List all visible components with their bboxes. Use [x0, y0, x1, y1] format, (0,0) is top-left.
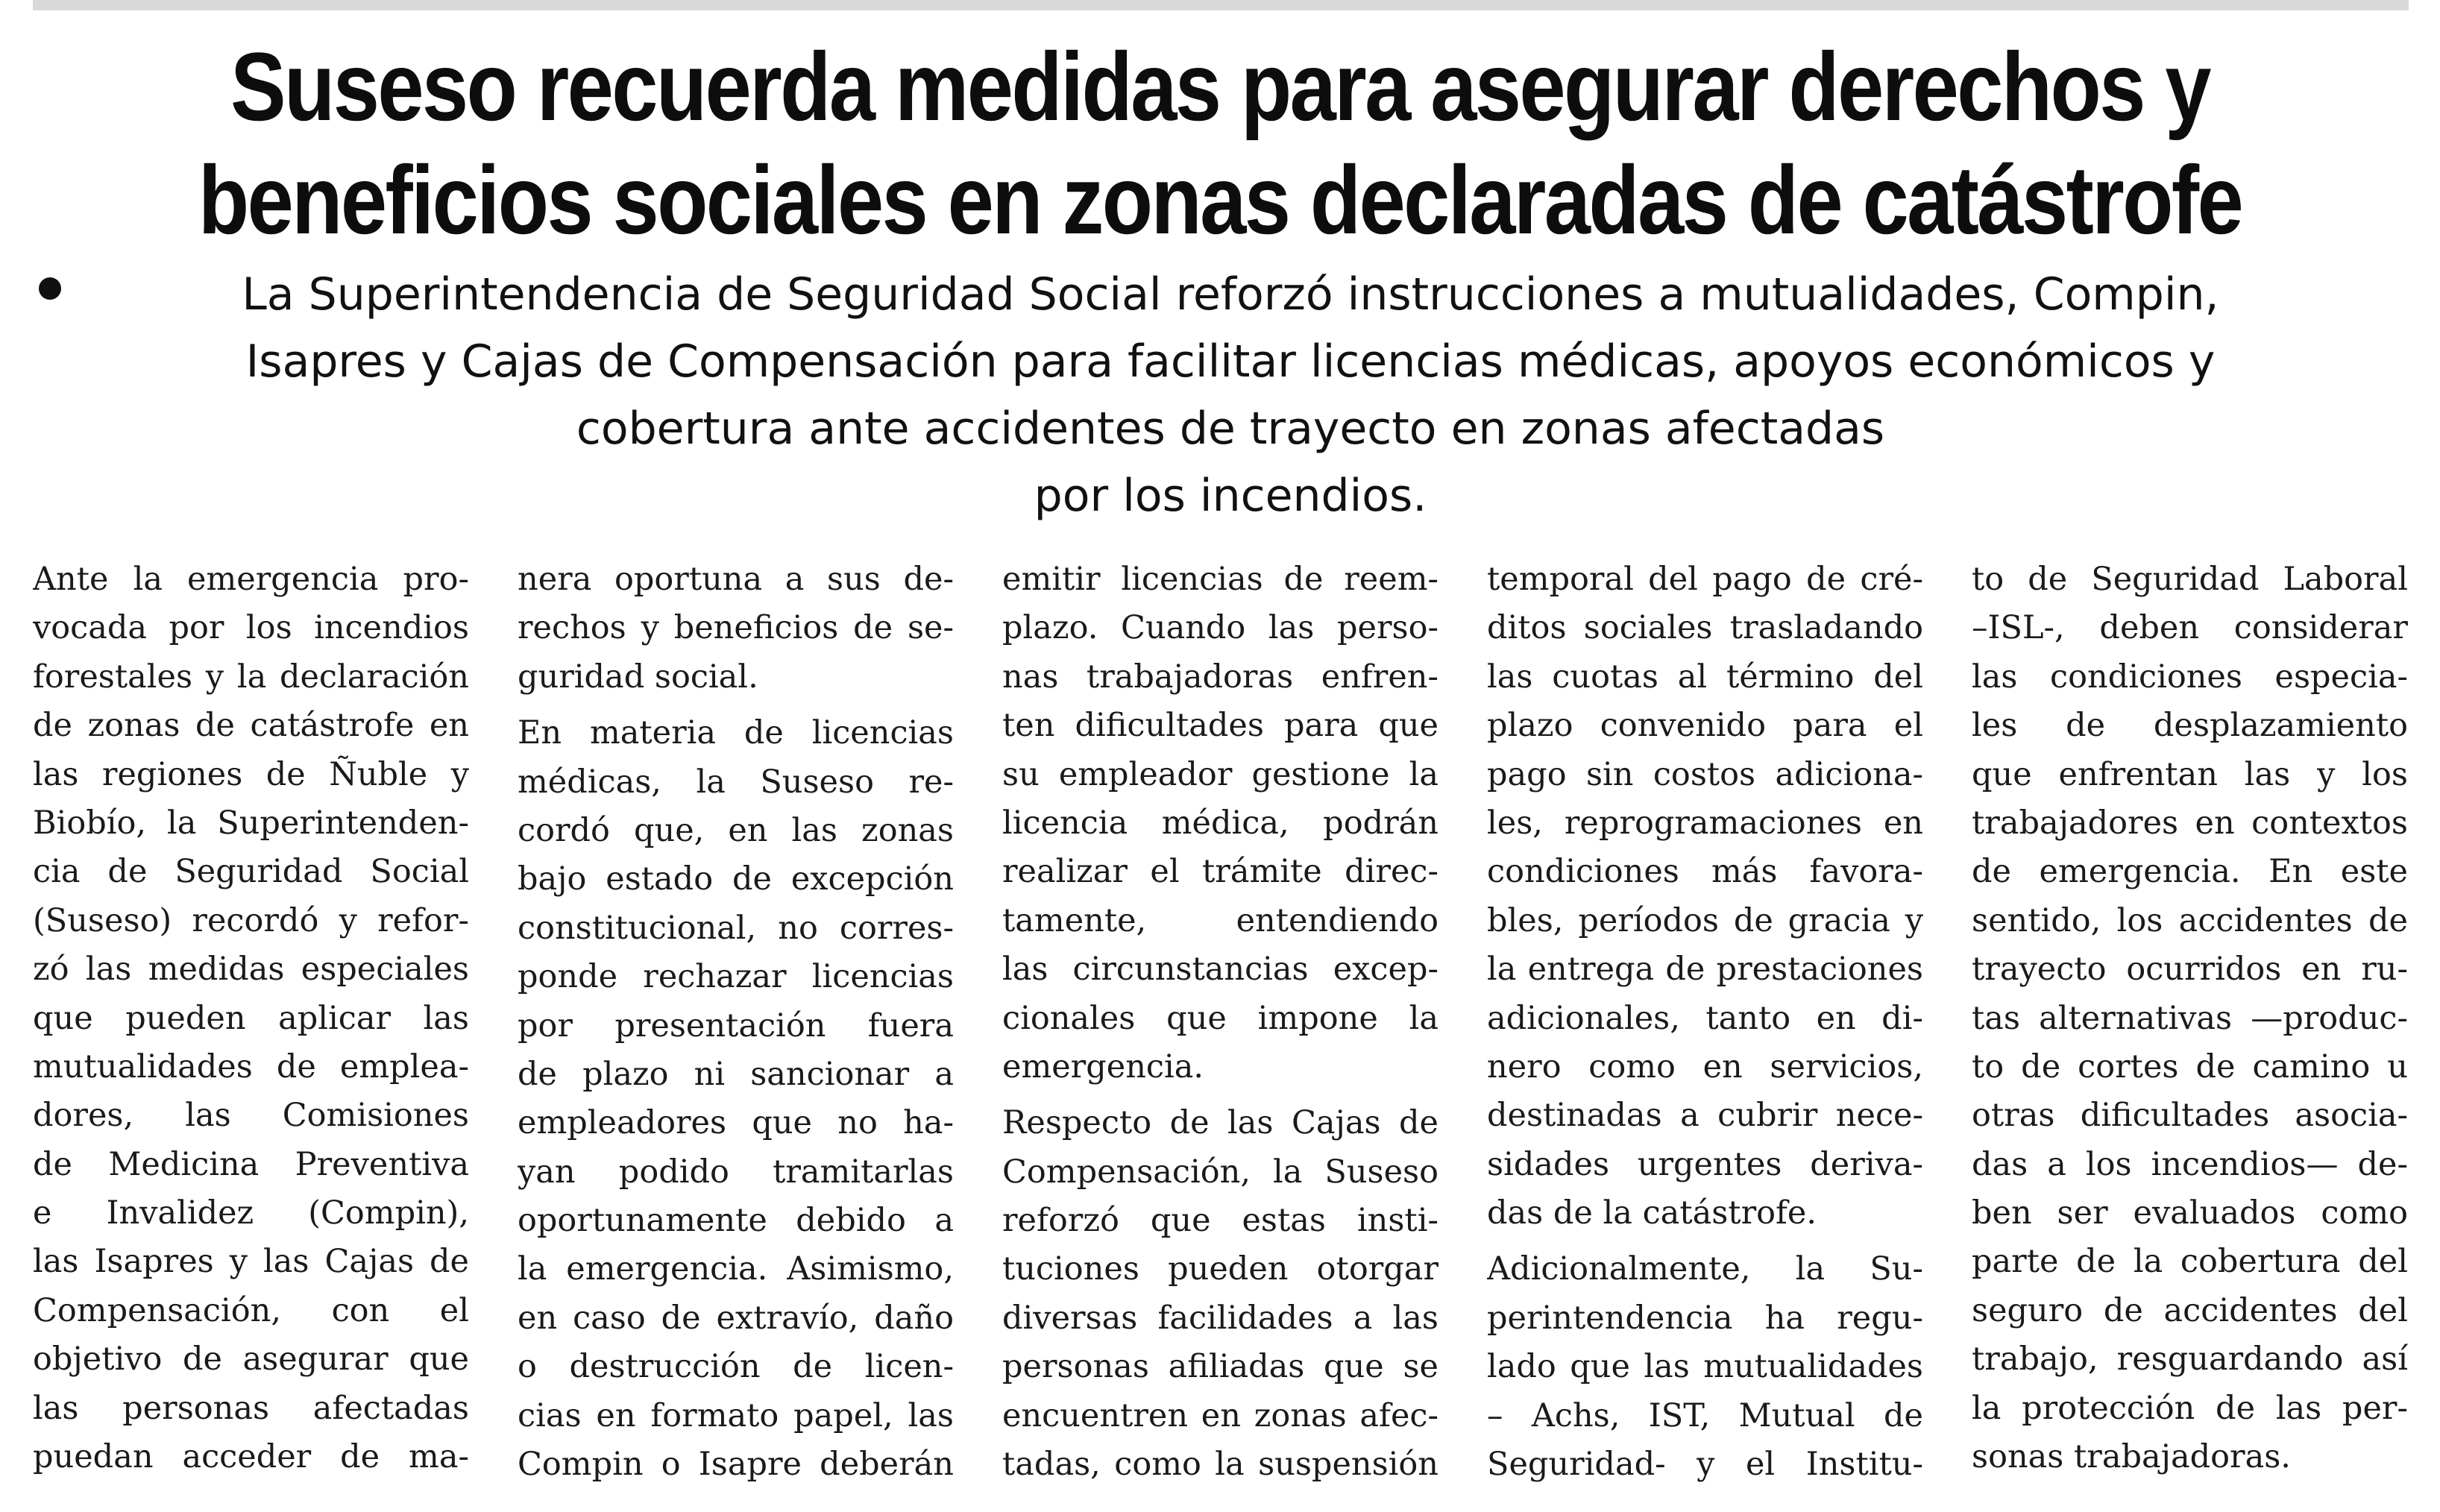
text-line: e Invalidez (Compin), — [33, 1194, 469, 1232]
text-line: las cuotas al término del — [1487, 658, 1923, 696]
text-line: trabajo, resguardando así — [1972, 1341, 2408, 1379]
text-line: empleadores que no ha- — [518, 1104, 954, 1142]
text-line: condiciones más favora- — [1487, 853, 1923, 891]
text-line: trayecto ocurridos en ru- — [1972, 951, 2408, 989]
text-line: objetivo de asegurar que — [33, 1341, 469, 1379]
paragraph-gap — [518, 702, 954, 709]
text-line: constitucional, no corres- — [518, 909, 954, 947]
column-4 — [1487, 555, 1923, 1489]
text-line: emitir licencias de reem- — [1002, 561, 1438, 598]
bullet-icon — [39, 277, 61, 300]
text-line: la emergencia. Asimismo, — [518, 1250, 954, 1288]
text-line: Compensación, la Suseso — [1002, 1153, 1438, 1191]
text-line: destinadas a cubrir nece- — [1487, 1097, 1923, 1135]
subhead-line: Isapres y Cajas de Compensación para facilitar licencias médicas, apoyos económicos y — [245, 336, 2216, 388]
text-line: diversas facilidades a las — [1002, 1299, 1438, 1337]
subhead-line: cobertura ante accidentes de trayecto en zonas afectadas — [576, 403, 1885, 455]
text-line: vocada por los incendios — [33, 609, 469, 647]
paragraph-gap — [1002, 1092, 1438, 1099]
text-line: (Suseso) recordó y refor- — [33, 901, 469, 939]
text-line: sidades urgentes deriva- — [1487, 1145, 1923, 1183]
text-line: to de cortes de camino u — [1972, 1048, 2408, 1086]
text-line: perintendencia ha regu- — [1487, 1299, 1923, 1337]
text-line: puedan acceder de ma- — [33, 1438, 469, 1476]
text-line: – Achs, IST, Mutual de — [1487, 1396, 1923, 1434]
text-line: forestales y la declaración — [33, 658, 469, 696]
text-line: Ante la emergencia pro- — [33, 561, 469, 598]
text-line: rechos y beneficios de se- — [518, 609, 954, 647]
text-line: las regiones de Ñuble y — [33, 755, 469, 793]
text-line: nas trabajadoras enfren- — [1002, 658, 1438, 696]
text-line: de plazo ni sancionar a — [518, 1055, 954, 1093]
text-line: bajo estado de excepción — [518, 860, 954, 898]
text-line: Biobío, la Superintenden- — [33, 804, 469, 842]
text-line: cias en formato papel, las — [518, 1396, 954, 1434]
text-line: tas alternativas —produc- — [1972, 999, 2408, 1037]
text-line: adicionales, tanto en di- — [1487, 999, 1923, 1037]
headline-line: Suseso recuerda medidas para asegurar derechos y — [230, 32, 2210, 141]
text-line: las circunstancias excep- — [1002, 951, 1438, 989]
text-line: que enfrentan las y los — [1972, 755, 2408, 793]
text-line: trabajadores en contextos — [1972, 804, 2408, 842]
article-body — [33, 555, 2409, 1502]
text-line: En materia de licencias — [518, 714, 954, 752]
text-line: su empleador gestione la — [1002, 755, 1438, 793]
text-line: de Medicina Preventiva — [33, 1145, 469, 1183]
text-line: das de la catástrofe. — [1487, 1194, 1817, 1232]
subhead-line: por los incendios. — [1034, 470, 1427, 522]
paragraph-gap — [1487, 1238, 1923, 1245]
headline-line: beneficios sociales en zonas declaradas de catástrofe — [198, 145, 2242, 254]
column-1 — [33, 555, 469, 1481]
text-line: o destrucción de licen- — [518, 1348, 954, 1386]
text-line: realizar el trámite direc- — [1002, 853, 1438, 891]
text-line: emergencia. — [1002, 1048, 1204, 1086]
text-line: de emergencia. En este — [1972, 853, 2408, 891]
text-line: guridad social. — [518, 658, 758, 696]
text-line: personas afiliadas que se — [1002, 1348, 1438, 1386]
text-line: sentido, los accidentes de — [1972, 901, 2408, 939]
top-rule — [33, 0, 2409, 10]
text-line: cordó que, en las zonas — [518, 811, 954, 849]
text-line: sonas trabajadoras. — [1972, 1438, 2291, 1476]
text-line: das a los incendios— de- — [1972, 1145, 2408, 1183]
text-line: Compensación, con el — [33, 1291, 469, 1329]
text-line: licencia médica, podrán — [1002, 804, 1438, 842]
paragraph — [1487, 1245, 1923, 1489]
paragraph — [1487, 555, 1923, 1238]
text-line: las condiciones especia- — [1972, 658, 2408, 696]
text-line: plazo convenido para el — [1487, 707, 1923, 745]
text-line: la entrega de prestaciones — [1487, 951, 1923, 989]
subhead — [149, 261, 2312, 529]
text-line: pago sin costos adiciona- — [1487, 755, 1923, 793]
text-line: les, reprogramaciones en — [1487, 804, 1923, 842]
text-line: dores, las Comisiones — [33, 1097, 469, 1135]
paragraph — [1002, 1099, 1438, 1489]
paragraph — [1972, 555, 2408, 1481]
text-line: seguro de accidentes del — [1972, 1291, 2408, 1329]
text-line: mutualidades de emplea- — [33, 1048, 469, 1086]
text-line: bles, períodos de gracia y — [1487, 901, 1923, 939]
paragraph — [518, 555, 954, 702]
paragraph — [33, 555, 469, 1481]
subhead-line: La Superintendencia de Seguridad Social reforzó instrucciones a mutualidades, Compin, — [242, 268, 2219, 321]
text-line: ten dificultades para que — [1002, 707, 1438, 745]
headline — [196, 30, 2243, 256]
column-3 — [1002, 555, 1438, 1489]
text-line: tuciones pueden otorgar — [1002, 1250, 1438, 1288]
text-line: de zonas de catástrofe en — [33, 707, 469, 745]
text-line: Compin o Isapre deberán — [518, 1446, 954, 1484]
text-line: en caso de extravío, daño — [518, 1299, 954, 1337]
text-line: –ISL-, deben considerar — [1972, 609, 2408, 647]
text-line: oportunamente debido a — [518, 1202, 954, 1240]
text-line: temporal del pago de cré- — [1487, 561, 1923, 598]
text-line: cia de Seguridad Social — [33, 853, 469, 891]
text-line: tadas, como la suspensión — [1002, 1446, 1438, 1484]
text-line: tamente, entendiendo — [1002, 901, 1438, 939]
text-line: otras dificultades asocia- — [1972, 1097, 2408, 1135]
text-line: lado que las mutualidades — [1487, 1348, 1923, 1386]
text-line: las personas afectadas — [33, 1389, 469, 1427]
text-line: ben ser evaluados como — [1972, 1194, 2408, 1232]
text-line: to de Seguridad Laboral — [1972, 561, 2408, 598]
text-line: nera oportuna a sus de- — [518, 561, 954, 598]
text-line: las Isapres y las Cajas de — [33, 1243, 469, 1281]
text-line: ditos sociales trasladando — [1487, 609, 1923, 647]
text-line: ponde rechazar licencias — [518, 958, 954, 996]
text-line: cionales que impone la — [1002, 999, 1438, 1037]
text-line: les de desplazamiento — [1972, 707, 2408, 745]
column-5 — [1972, 555, 2408, 1481]
text-line: zó las medidas especiales — [33, 951, 469, 989]
text-line: Adicionalmente, la Su- — [1487, 1250, 1923, 1288]
text-line: plazo. Cuando las perso- — [1002, 609, 1438, 647]
text-line: Respecto de las Cajas de — [1002, 1104, 1438, 1142]
paragraph — [518, 709, 954, 1489]
text-line: yan podido tramitarlas — [518, 1153, 954, 1191]
text-line: parte de la cobertura del — [1972, 1243, 2408, 1281]
text-line: Seguridad- y el Institu- — [1487, 1446, 1923, 1484]
paragraph — [1002, 555, 1438, 1092]
text-line: que pueden aplicar las — [33, 999, 469, 1037]
text-line: médicas, la Suseso re- — [518, 763, 954, 801]
text-line: nero como en servicios, — [1487, 1048, 1923, 1086]
text-line: por presentación fuera — [518, 1007, 954, 1045]
text-line: la protección de las per- — [1972, 1389, 2408, 1427]
text-line: encuentren en zonas afec- — [1002, 1396, 1438, 1434]
text-line: reforzó que estas insti- — [1002, 1202, 1438, 1240]
column-2 — [518, 555, 954, 1489]
